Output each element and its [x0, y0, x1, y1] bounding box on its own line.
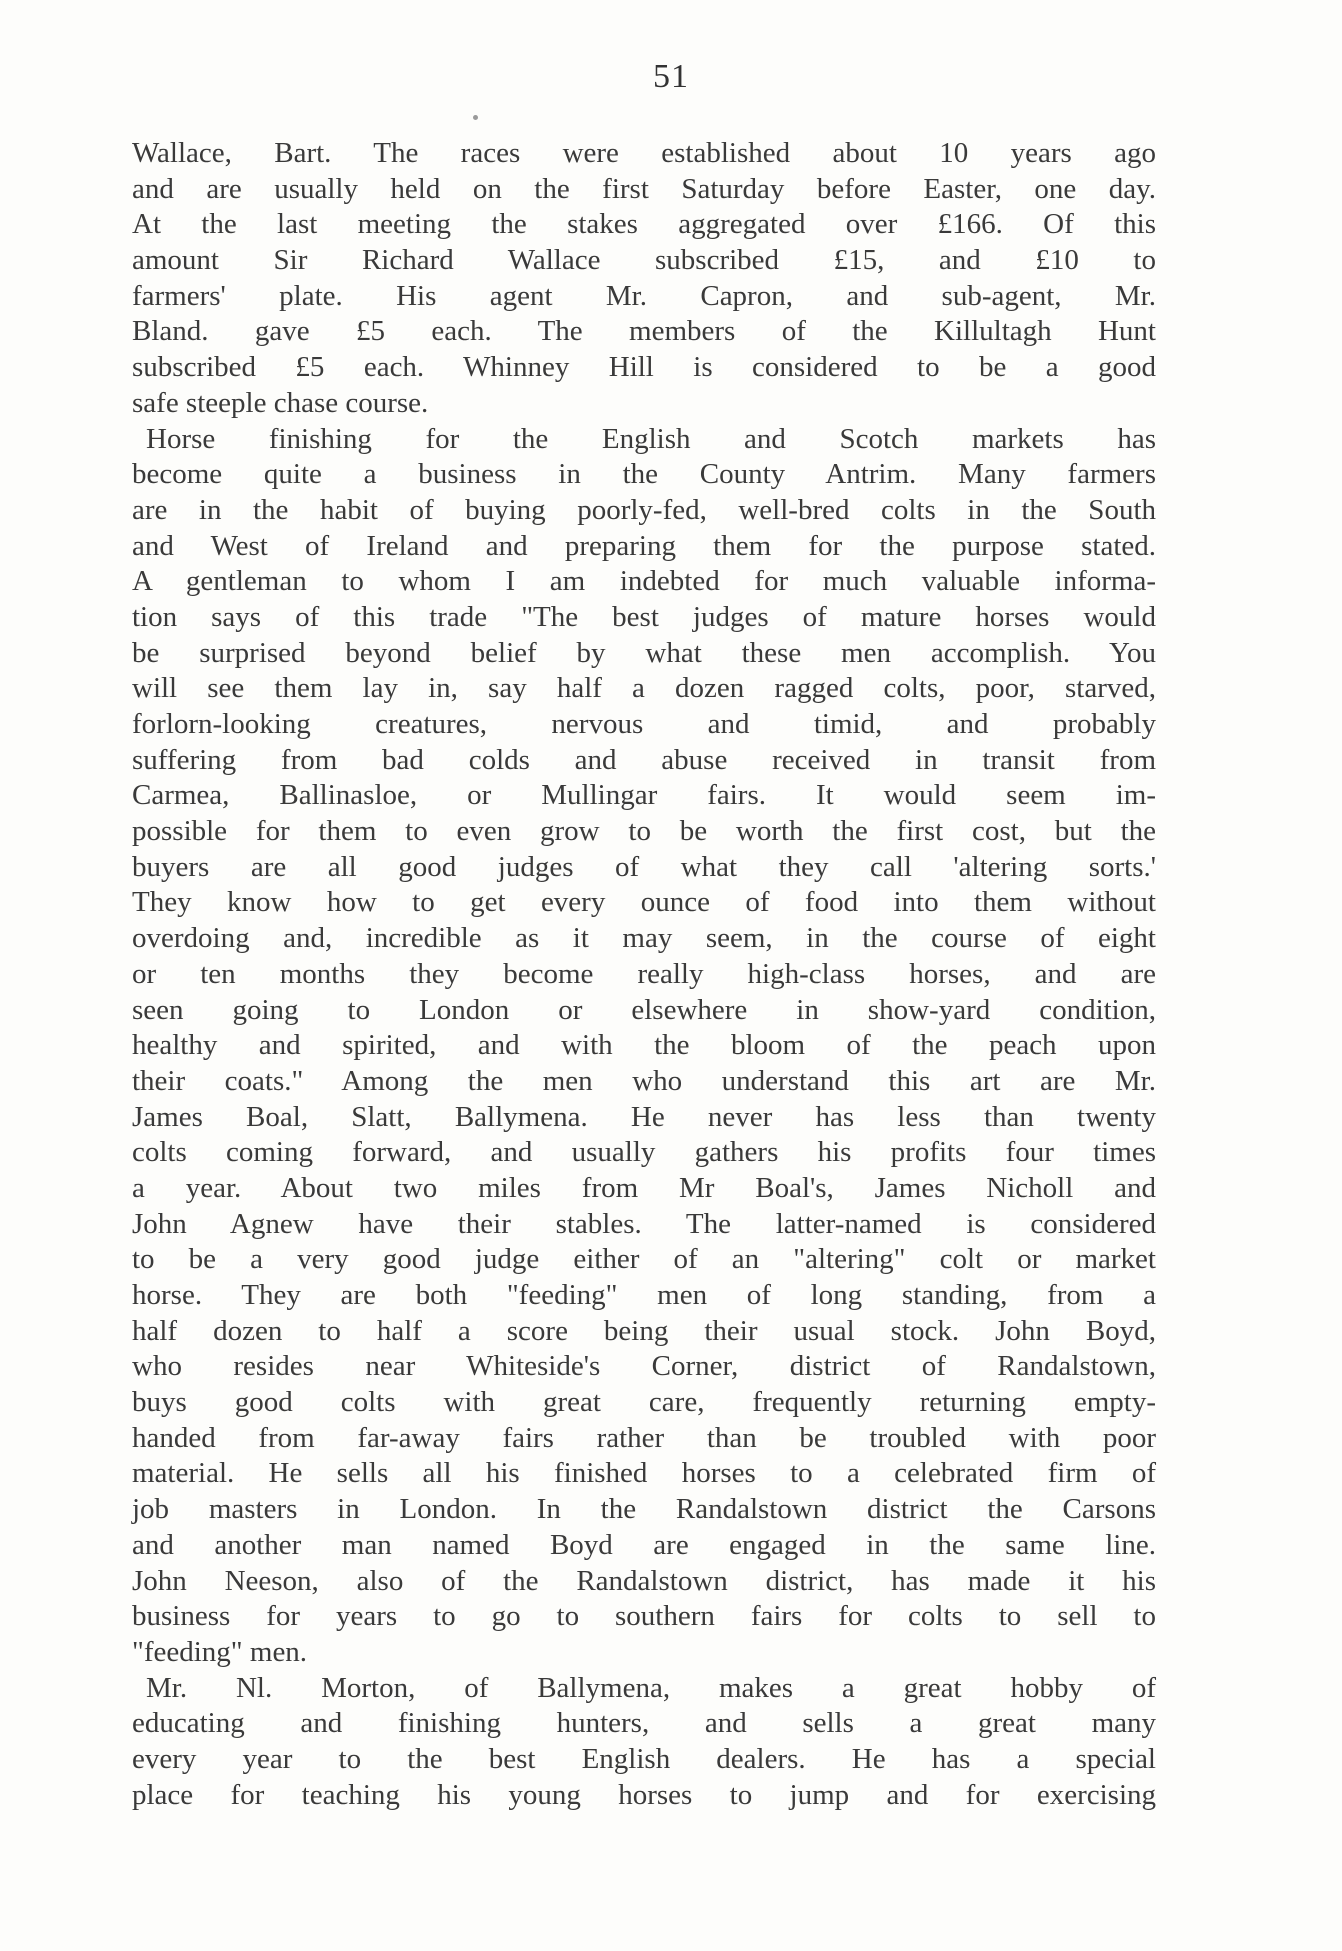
text-line: suffering from bad colds and abuse received in transit from	[132, 743, 1156, 776]
text-line: and another man named Boyd are engaged in the same line.	[132, 1528, 1156, 1561]
text-line: James Boal, Slatt, Ballymena. He never has less than twenty	[132, 1100, 1156, 1133]
text-line: farmers' plate. His agent Mr. Capron, and sub-agent, Mr.	[132, 279, 1156, 312]
text-line: overdoing and, incredible as it may seem, in the course of eight	[132, 922, 1156, 955]
text-line: safe steeple chase course.	[132, 386, 429, 419]
text-line: possible for them to even grow to be worth the first cost, but the	[132, 815, 1156, 848]
text-line: John Agnew have their stables. The latter-named is considered	[132, 1207, 1156, 1240]
text-line: become quite a business in the County Antrim. Many farmers	[132, 458, 1156, 491]
text-line: seen going to London or elsewhere in show-yard condition,	[132, 993, 1156, 1026]
text-line: Bland. gave £5 each. The members of the Killultagh Hunt	[132, 315, 1156, 348]
text-line: job masters in London. In the Randalstown district the Carsons	[132, 1493, 1156, 1526]
body-text	[132, 136, 1156, 1813]
text-line: Carmea, Ballinasloe, or Mullingar fairs. It would seem im-	[132, 779, 1156, 812]
text-line: to be a very good judge either of an "altering" colt or market	[132, 1243, 1156, 1276]
text-line: Wallace, Bart. The races were established about 10 years ago	[132, 137, 1156, 169]
text-line: amount Sir Richard Wallace subscribed £15, and £10 to	[132, 244, 1156, 277]
text-line: healthy and spirited, and with the bloom of the peach upon	[132, 1029, 1156, 1062]
text-line: or ten months they become really high-class horses, and are	[132, 957, 1156, 990]
text-line: colts coming forward, and usually gathers his profits four times	[132, 1136, 1156, 1169]
text-line: material. He sells all his finished horses to a celebrated firm of	[132, 1457, 1156, 1490]
text-line: who resides near Whiteside's Corner, district of Randalstown,	[132, 1350, 1156, 1383]
text-line: They know how to get every ounce of food into them without	[132, 886, 1156, 919]
text-line: business for years to go to southern fairs for colts to sell to	[132, 1600, 1156, 1633]
text-line: a year. About two miles from Mr Boal's, James Nicholl and	[132, 1171, 1156, 1204]
text-line: every year to the best English dealers. He has a special	[132, 1742, 1156, 1775]
text-line: educating and finishing hunters, and sells a great many	[132, 1707, 1156, 1740]
text-line: half dozen to half a score being their usual stock. John Boyd,	[132, 1314, 1156, 1347]
text-line: horse. They are both "feeding" men of long standing, from a	[132, 1279, 1156, 1311]
text-line: their coats." Among the men who understand this art are Mr.	[132, 1064, 1156, 1097]
text-line: will see them lay in, say half a dozen ragged colts, poor, starved,	[132, 672, 1156, 705]
text-line: Mr. Nl. Morton, of Ballymena, makes a great hobby of	[146, 1671, 1156, 1704]
text-line: tion says of this trade "The best judges of mature horses would	[132, 600, 1156, 633]
text-line: Horse finishing for the English and Scotch markets has	[146, 422, 1156, 455]
text-line: forlorn-looking creatures, nervous and timid, and probably	[132, 708, 1156, 740]
text-line: subscribed £5 each. Whinney Hill is considered to be a good	[132, 351, 1156, 384]
text-line: place for teaching his young horses to jump and for exercising	[132, 1778, 1156, 1811]
text-line: "feeding" men.	[132, 1635, 308, 1668]
text-line: buys good colts with great care, frequently returning empty-	[132, 1386, 1156, 1419]
ink-speck	[473, 115, 478, 120]
text-line: handed from far-away fairs rather than be troubled with poor	[132, 1421, 1156, 1454]
text-line: are in the habit of buying poorly-fed, well-bred colts in the South	[132, 493, 1156, 526]
text-line: buyers are all good judges of what they call 'altering sorts.'	[132, 850, 1156, 883]
text-line: John Neeson, also of the Randalstown district, has made it his	[132, 1564, 1156, 1597]
text-line: and West of Ireland and preparing them for the purpose stated.	[132, 529, 1156, 562]
text-line: At the last meeting the stakes aggregated over £166. Of this	[132, 208, 1156, 241]
text-line: be surprised beyond belief by what these men accomplish. You	[132, 636, 1156, 669]
page-number: 51	[653, 58, 689, 95]
text-line: A gentleman to whom I am indebted for much valuable informa-	[132, 565, 1156, 598]
text-line: and are usually held on the first Saturday before Easter, one day.	[132, 172, 1156, 205]
